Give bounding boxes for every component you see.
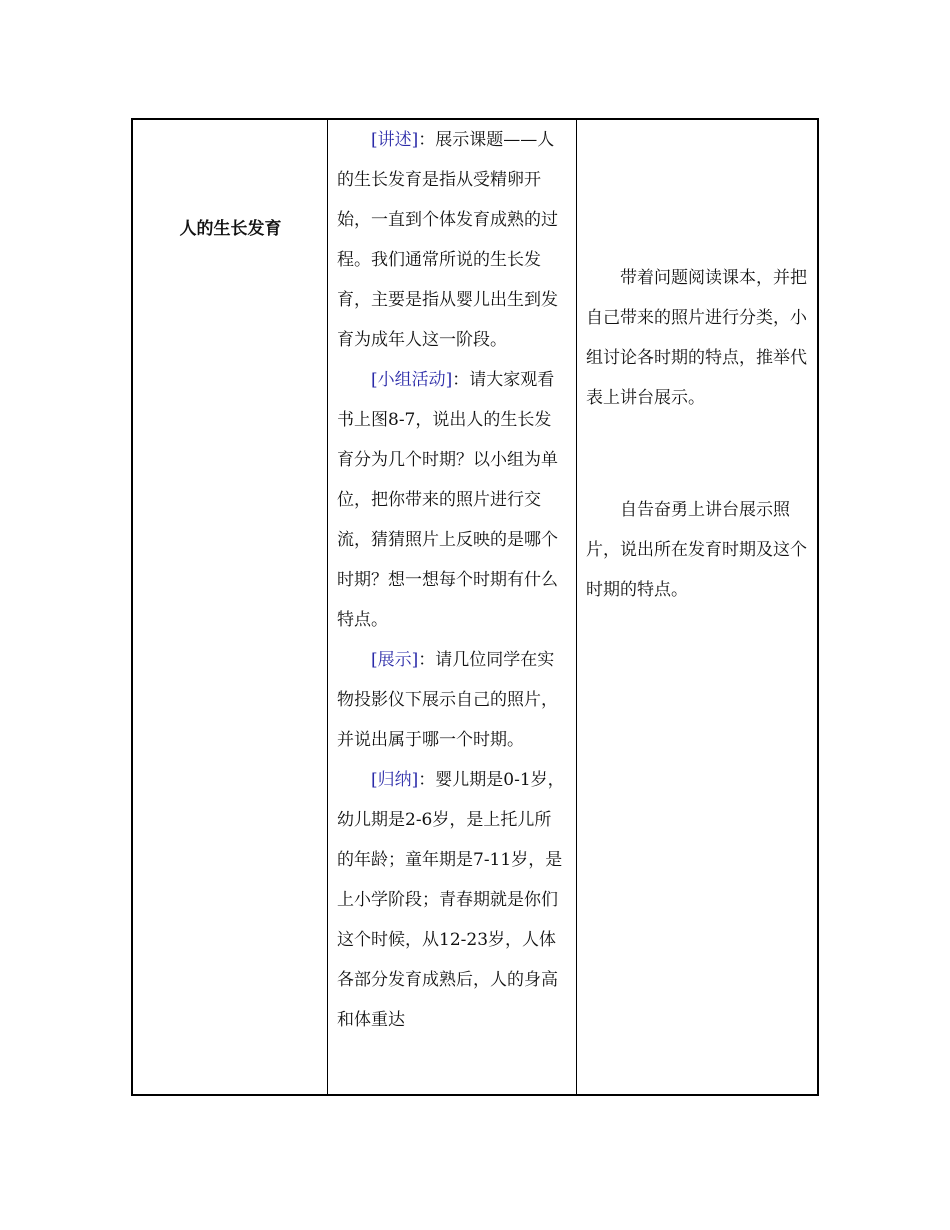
student-activity-presenting: 自告奋勇上讲台展示照片，说出所在发育时期及这个时期的特点。 — [586, 500, 807, 600]
topic-column — [133, 120, 328, 1094]
tag-lecture: [讲述] — [371, 130, 419, 150]
tag-summary: [归纳] — [371, 770, 419, 790]
tag-separator: ： — [452, 370, 470, 390]
paragraph-text: 请大家观看书上图8-7，说出人的生长发育分为几个时期？以小组为单位，把你带来的照片进行交流，猜猜照片上反映的是哪个时期？想一想每个时期有什么特点。 — [337, 370, 558, 630]
teacher-paragraph-group-activity — [337, 360, 567, 640]
teacher-activity-column — [328, 120, 577, 1094]
teacher-paragraph-display — [337, 640, 567, 760]
teacher-activity-text — [337, 120, 567, 1040]
paragraph-text: 请几位同学在实物投影仪下展示自己的照片，并说出属于哪一个时期。 — [337, 650, 558, 750]
tag-display: [展示] — [371, 650, 419, 670]
tag-separator: ： — [418, 650, 436, 670]
teacher-paragraph-summary — [337, 760, 567, 1040]
lesson-plan-table — [131, 118, 819, 1096]
tag-separator: ： — [418, 770, 436, 790]
student-activity-column — [577, 120, 817, 1094]
tag-separator: ： — [418, 130, 436, 150]
student-activity-reading: 带着问题阅读课本，并把自己带来的照片进行分类，小组讨论各时期的特点，推举代表上讲台展示。 — [586, 268, 807, 408]
paragraph-text: 展示课题——人的生长发育是指从受精卵开始，一直到个体发育成熟的过程。我们通常所说的生长发育，主要是指从婴儿出生到发育为成年人这一阶段。 — [337, 130, 558, 350]
teacher-paragraph-lecture — [337, 120, 567, 360]
tag-group-activity: [小组活动] — [371, 370, 453, 390]
topic-title: 人的生长发育 — [179, 219, 282, 239]
paragraph-text: 婴儿期是0-1岁，幼儿期是2-6岁，是上托儿所的年龄；童年期是7-11岁，是上小学阶段；青春期就是你们这个时候，从12-23岁，人体各部分发育成熟后，人的身高和体重达 — [337, 770, 565, 1030]
